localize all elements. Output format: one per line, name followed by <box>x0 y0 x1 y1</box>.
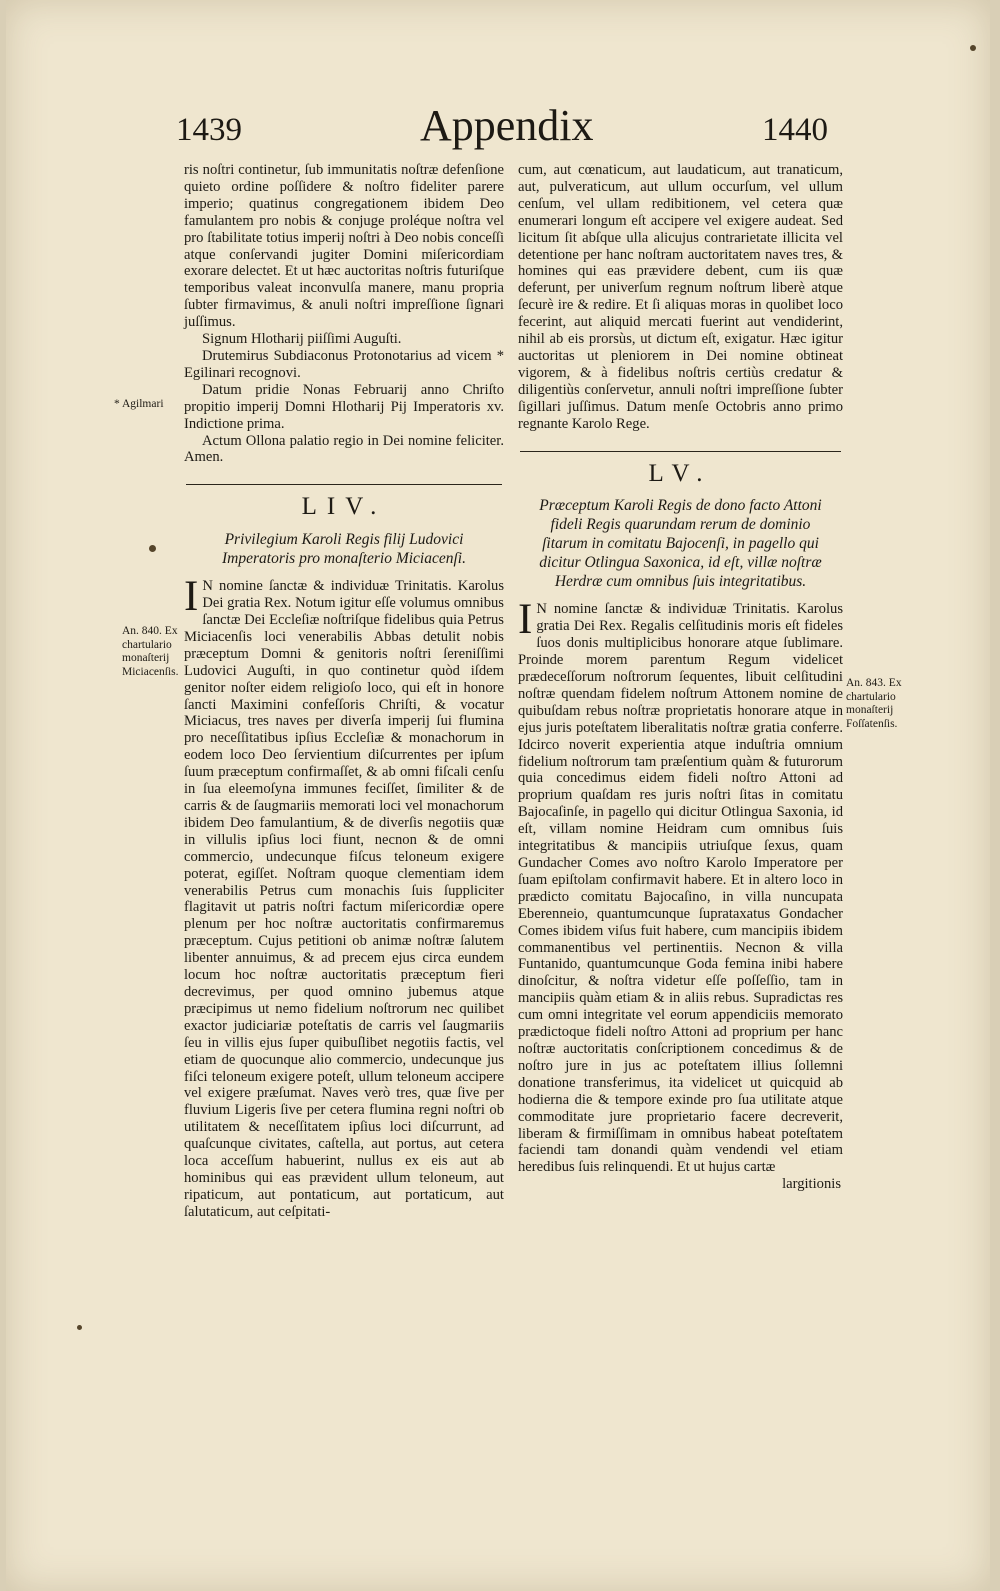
right-column <box>518 162 843 1193</box>
drop-cap: I <box>184 573 199 621</box>
catchword: largitionis <box>782 1176 841 1193</box>
datum-line: Datum pridie Nonas Februarij anno Chriſto propitio imperij Domni Hlotharij Pij Imperatoris xv. Indictione prima. <box>184 381 504 432</box>
book-page <box>6 0 990 1591</box>
ink-spot <box>77 1325 82 1330</box>
drop-cap: I <box>518 596 533 644</box>
actum-line: Actum Ollona palatio regio in Dei nomine feliciter. Amen. <box>184 432 504 466</box>
signum-line: Signum Hlotharij piiſſimi Auguſti. <box>202 331 402 348</box>
left-column <box>184 162 504 1221</box>
continuation-paragraph: cum, aut cœnaticum, aut laudaticum, aut tranaticum, aut, pulveraticum, aut ullum occurſum, vel ullum cenſum, vel ullam redibitionem, vel cetera quæ enumerari longum eſt accipere vel exigere audeat. Sed licitum ſit abſque ulla alicujus contrarietate illicita vel detentione per hanc noſtram auctoritatem naves tres, & homines qui eas prævidere debent, cum iis quæ deferunt, per univerſum regnum noſtrum liberè atque ſecurè ire & redire. Et ſi aliquas moras in quolibet loco fecerint, aut aliquid mercati fuerint aut vendiderint, nihil ab eis prorsùs, ut dictum eſt, exigatur. Hæc igitur auctoritas ut pleniorem in Dei nomine obtineat vigorem, & à fidelibus noſtris certiùs credatur & diligentiùs conſervetur, annuli noſtri impreſſione ſubter ſigillari juſſimus. Datum menſe Octobris anno primo regnante Karolo Rege. <box>518 162 843 432</box>
ink-spot <box>149 545 156 552</box>
margin-note-year-843: An. 843. Ex chartulario monaſterij Foſſatenſis. <box>846 677 902 730</box>
section-divider <box>186 484 502 485</box>
ink-spot <box>970 45 976 51</box>
left-page-number: 1439 <box>176 112 242 148</box>
section-number: LV. <box>648 459 713 487</box>
section-number: LIV. <box>301 493 387 521</box>
section-title: Præceptum Karoli Regis de dono facto Attoni fideli Regis quarundam rerum de dominio ſitarum in comitatu Bajocenſi, in pagello qui dicitur Otlingua Saxonica, id eſt, villæ noſtræ Herdræ cum omnibus ſuis integritatibus. <box>539 497 822 591</box>
margin-note-year-840: An. 840. Ex chartulario monaſterij Miciacenſis. <box>122 625 179 678</box>
running-title: Appendix <box>420 101 594 150</box>
body-text: N nomine ſanctæ & individuæ Trinitatis. Karolus gratia Dei Rex. Regalis celſitudinis moris eſt fideles ſuos donis multiplicibus honorare atque ſublimare. Proinde morem parentum Regum videlicet prædeceſſorum noſtrorum ſequentes, libuit celſitudini noſtræ quendam fidelem noſtrum Attonem nomine de quibuſdam rebus noſtræ proprietatis honorare atque in ejus juris poteſtatem liberalitatis noſtræ gratia conferre. Idcirco noverit experientia atque induſtria omnium fidelium noſtrorum tam præſentium quàm & futurorum quia concedimus eidem fideli noſtro Attoni ad proprium quaſdam res juris noſtri ſitas in comitatu Bajocaſinſe, in pagello qui dicitur Otlingua Saxonia, id eſt, villam nomine Heidram cum omnibus ſuis integritatibus & mancipiis utriuſque ſexus, quam Gundacher Comes avo noſtro Karolo Imperatore per ſuam epiſtolam confirmavit habere. Et in altero loco in prædicto comitatu Bajocaſino, in villa nuncupata Eberenneio, quantumcunque ſuprataxatus Gondacher Comes ibidem viſus fuit habere, cum mancipiis ibidem commanentibus vel pertinentiis. Necnon & villa Funtanido, quantumcunque Goda femina inibi habere dinoſcitur, & noſtra videtur eſſe poſſeſſio, tam in mancipiis quàm etiam & in aliis rebus. Supradictas res cum omni integritate vel eorum appendiciis memorato prædictoque fideli noſtro Attoni ad proprium per hanc noſtræ auctoritatis conſcriptionem concedimus & de noſtro jure in jus ac poteſtatem illius ſollemni donatione transferimus, ita videlicet ut quicquid ab hodierna die & tempore exinde pro ſua utilitate atque commoditate jure proprietario facere decreverit, liberam & firmiſſimam in omnibus habeat poteſtatem faciendi tam donandi quàm vendendi vel etiam heredibus ſuis relinquendi. Et ut hujus cartæ <box>518 601 843 1176</box>
body-text: N nomine ſanctæ & individuæ Trinitatis. Karolus Dei gratia Rex. Notum igitur eſſe volumus omnibus ſanctæ Dei Eccleſiæ noſtriſque fidelibus quia Petrus Miciacenſis loci venerabilis Abbas detulit nobis præceptum Domni & genitoris noſtri ſereniſſimi Ludovici Auguſti, in quo continetur quòd iſdem genitor noſter eidem religioſo loco, qui eſt in honore ſancti Maximini confeſſoris Chriſti, & vocatur Miciacus, tres naves per diverſa imperij ſui flumina pro neceſſitatibus ipſius Eccleſiæ & monachorum in eodem loco Deo ſervientium diſcurrentes per ipſum ſuum præceptum confirmaſſet, & ab omni fiſcali cenſu in ſua eleemoſyna immunes feciſſet, ſimiliter & de carris & de ſaugmariis memorati loci vel monachorum ibidem Deo famulantium, & de diverſis negotiis quæ in villulis ipſius loci fiunt, necnon & de omni commercio, undecunque fiſcus teloneum exigere poterat, egiſſet. Noſtram quoque clementiam idem venerabilis Petrus cum monachis ſuis ſuppliciter flagitavit ut patris noſtri factum miſericordiæ opere plenum per hoc noſtræ auctoritatis confirmaremus præceptum. Cujus petitioni ob animæ noſtræ ſalutem libenter annuimus, & ad precem ejus circa eundem locum hoc noſtræ auctoritatis præceptum fieri decrevimus, per quod omnino jubemus atque præcipimus ut nemo fidelium noſtrorum nec quilibet exactor judiciariæ poteſtatis de carris vel ſaugmariis ſeu in villis ejus ſuper quibuſlibet negotiis factis, vel etiam de quocunque alio commercio, undecunque jus fiſci teloneum exigere poteſt, ullum teloneum accipere vel exigere præſumat. Naves verò tres, quæ ſive per fluvium Ligeris ſive per cetera flumina regni noſtri ob utilitatem & neceſſitatem ipſius loci diſcurrunt, ad quaſcunque civitates, caſtella, aut portus, aut cetera loca acceſſum habuerint, nullus ex eis aut ab hominibus qui eas prævident ullum teloneum, aut ripaticum, aut pontaticum, aut portaticum, aut ſalutaticum, aut ceſpitati- <box>184 578 504 1220</box>
section-title: Privilegium Karoli Regis filij Ludovici Imperatoris pro monaſterio Miciacenſi. <box>222 531 466 568</box>
right-page-number: 1440 <box>762 112 828 148</box>
margin-note-agilmari: * Agilmari <box>114 398 164 410</box>
body-paragraph <box>518 596 843 1176</box>
section-divider <box>520 451 841 452</box>
body-paragraph <box>184 573 504 1220</box>
continuation-paragraph: ris noſtri continetur, ſub immunitatis noſtræ defenſione quieto ordine poſſidere & noſtro fideliter parere imperio; quatinus congregationem ibidem Deo famulantem pro nobis & conjuge proléque noſtra vel pro ſtabilitate totius imperij noſtri à Deo nobis conceſſi atque conſervandi jugiter Domini miſericordiam exorare delectet. Et ut hæc auctoritas noſtris futuriſque temporibus valeat inconvulſa manere, manu propria ſubter firmavimus, & anuli noſtri impreſſione ſignari juſſimus. <box>184 162 504 331</box>
recognovi-line: Drutemirus Subdiaconus Protonotarius ad vicem * Egilinari recognovi. <box>184 347 504 381</box>
